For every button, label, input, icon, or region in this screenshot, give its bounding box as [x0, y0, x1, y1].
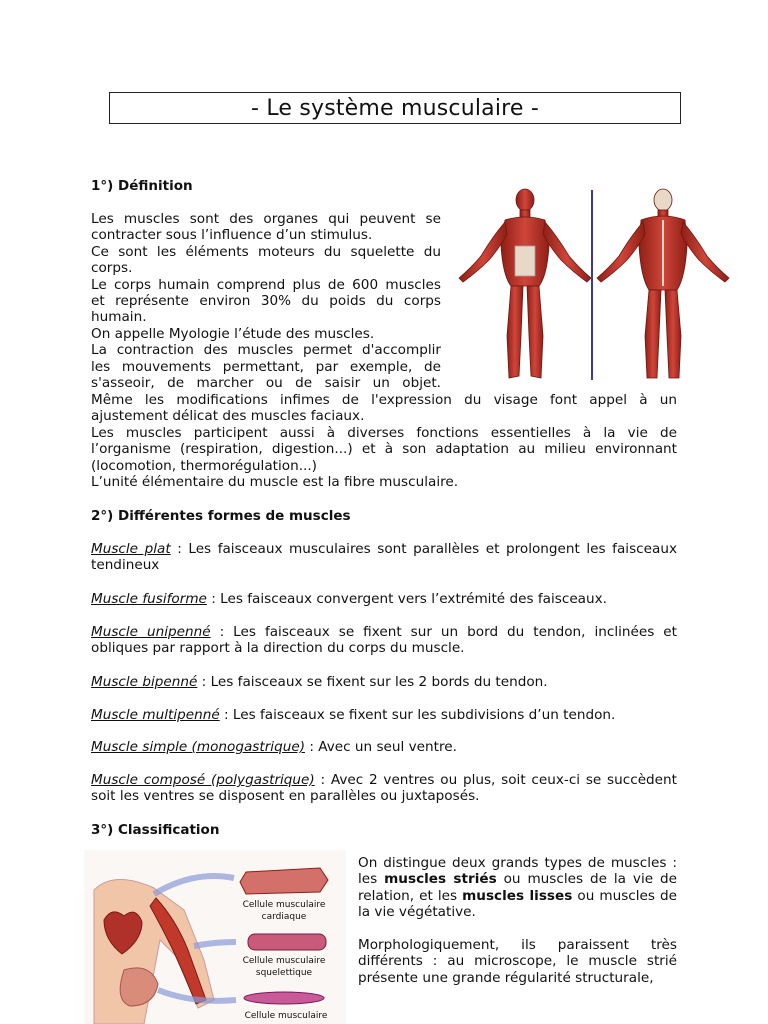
muscle-term: Muscle plat — [91, 541, 171, 557]
muscle-description: : Les faisceaux convergent vers l’extrémité des faisceaux. — [206, 591, 607, 607]
cardiac-label-line1: Cellule musculaire — [242, 900, 326, 910]
page-title — [109, 92, 681, 124]
bold-term-smooth: muscles lisses — [462, 887, 573, 904]
text-span: ou muscles de la vie végétative. — [358, 887, 677, 921]
section1-heading: 1°) Définition — [91, 178, 193, 194]
muscle-form-item — [91, 541, 677, 574]
muscle-description: : Les faisceaux se fixent sur un bord du tendon, inclinées et obliques par rapport à la direction du corps du muscle. — [91, 624, 677, 657]
text-line: L’unité élémentaire du muscle est la fibre musculaire. — [91, 474, 459, 491]
section2-heading: 2°) Différentes formes de muscles — [91, 508, 351, 524]
muscle-form-item — [91, 772, 677, 805]
front-body-figure — [459, 189, 591, 378]
muscle-cell-types-figure — [84, 850, 346, 1024]
section3-heading: 3°) Classification — [91, 822, 220, 838]
text-line: l’organisme (respiration, digestion...) et à son adaptation au milieu environnant — [91, 441, 677, 458]
text-line: humain. — [91, 309, 147, 326]
muscle-term: Muscle bipenné — [91, 674, 198, 690]
text-line: Ce sont les éléments moteurs du squelette du — [91, 243, 441, 260]
cardiac-cell — [240, 868, 328, 894]
bold-term-striated: muscles striés — [384, 871, 497, 888]
muscle-form-item — [91, 739, 677, 755]
smooth-cell — [244, 992, 324, 1004]
text-line: Les muscles participent aussi à diverses fonctions essentielles à la vie de — [91, 424, 677, 441]
text-line: Même les modifications infimes de l'expression du visage font appel à un — [91, 392, 677, 408]
skeletal-label-line1: Cellule musculaire — [242, 956, 326, 966]
text-line: On appelle Myologie l’étude des muscles. — [91, 325, 375, 342]
classification-paragraph-2: Morphologiquement, ils paraissent très différents : au microscope, le muscle strié présente une grande régularité structurale, — [358, 937, 677, 986]
muscle-description: : Les faisceaux se fixent sur les 2 bords du tendon. — [197, 674, 548, 690]
text-line: Les muscles sont des organes qui peuvent se — [91, 211, 441, 227]
text-line: contracter sous l’influence d’un stimulus. — [91, 227, 373, 244]
muscle-term: Muscle unipenné — [91, 624, 211, 640]
muscle-form-item — [91, 624, 677, 657]
muscle-term: Muscle simple (monogastrique) — [91, 739, 305, 755]
smooth-label-line1: Cellule musculaire — [244, 1011, 328, 1021]
page-title-text: - Le système musculaire - — [250, 95, 539, 121]
text-line: (locomotion, thermorégulation...) — [91, 457, 317, 474]
text-span: ou muscles de la vie de relation, et les — [358, 871, 677, 904]
text-line: La contraction des muscles permet d'accomplir — [91, 342, 441, 359]
muscular-anatomy-figure — [455, 186, 735, 384]
muscle-form-item — [91, 591, 677, 607]
text-line: les mouvements permettant, par exemple, de — [91, 358, 441, 375]
cardiac-label-line2: cardiaque — [261, 912, 307, 922]
text-span: On distingue deux grands types de muscles : les — [358, 855, 677, 888]
text-line: corps. — [91, 260, 133, 277]
back-body-figure — [597, 189, 729, 378]
muscle-form-item — [91, 674, 677, 690]
classification-paragraph-1 — [358, 855, 677, 921]
text-line: et représente environ 30% du poids du corps — [91, 293, 441, 310]
muscle-term: Muscle multipenné — [91, 707, 220, 723]
muscle-term: Muscle fusiforme — [91, 591, 207, 607]
text-line: ajustement délicat des muscles faciaux. — [91, 408, 365, 425]
muscle-form-item — [91, 707, 677, 723]
muscle-term: Muscle composé (polygastrique) — [91, 772, 315, 788]
muscle-description: : Avec un seul ventre. — [305, 739, 457, 755]
skeletal-cell — [248, 934, 326, 950]
text-line: s'asseoir, de marcher ou de saisir un objet. — [91, 375, 441, 392]
text-line: Le corps humain comprend plus de 600 muscles — [91, 276, 441, 293]
muscle-description: : Avec 2 ventres ou plus, soit ceux-ci se succèdent soit les ventres se disposent en parallèles ou juxtaposés. — [91, 772, 677, 805]
muscle-description: : Les faisceaux musculaires sont parallèles et prolongent les faisceaux tendineux — [91, 541, 677, 574]
muscle-description: : Les faisceaux se fixent sur les subdivisions d’un tendon. — [219, 707, 616, 723]
skeletal-label-line2: squelettique — [255, 968, 313, 978]
section1-wide-text — [91, 392, 677, 490]
section1-narrow-text — [91, 211, 441, 391]
